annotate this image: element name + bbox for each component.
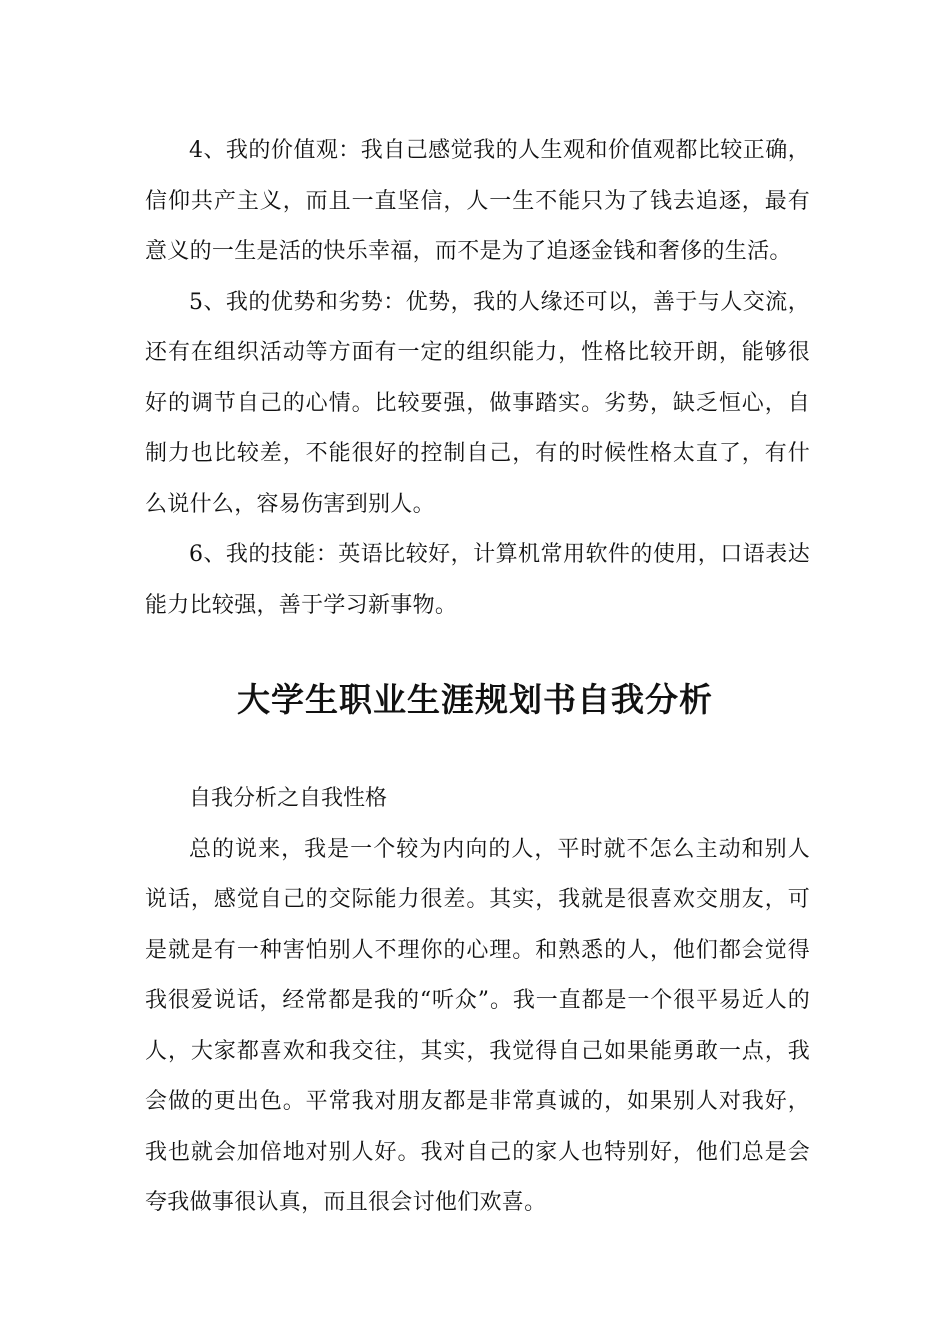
self-analysis-section — [145, 774, 810, 1229]
paragraph-values: 4、我的价值观：我自己感觉我的人生观和价值观都比较正确，信仰共产主义，而且一直坚信，人一生不能只为了钱去追逐，最有意义的一生是活的快乐幸福，而不是为了追逐金钱和奢侈的生活。 — [145, 138, 810, 264]
document-title: 大学生职业生涯规划书自我分析 — [237, 680, 713, 719]
section-subheading: 自我分析之自我性格 — [189, 786, 388, 811]
paragraph-strengths-weaknesses: 5、我的优势和劣势：优势，我的人缘还可以，善于与人交流，还有在组织活动等方面有一定的组织能力，性格比较开朗，能够很好的调节自己的心情。比较要强，做事踏实。劣势，缺乏恒心，自制力也比较差，不能很好的控制自己，有的时候性格太直了，有什么说什么，容易伤害到别人。 — [145, 289, 810, 517]
top-section — [145, 126, 810, 631]
paragraph-skills: 6、我的技能：英语比较好，计算机常用软件的使用，口语表达能力比较强，善于学习新事物。 — [145, 542, 810, 618]
paragraph-personality: 总的说来，我是一个较为内向的人，平时就不怎么主动和别人说话，感觉自己的交际能力很差。其实，我就是很喜欢交朋友，可是就是有一种害怕别人不理你的心理。和熟悉的人，他们都会觉得我很爱说话，经常都是我的“听众”。我一直都是一个很平易近人的人，大家都喜欢和我交往，其实，我觉得自己如果能勇敢一点，我会做的更出色。平常我对朋友都是非常真诚的，如果别人对我好，我也就会加倍地对别人好。我对自己的家人也特别好，他们总是会夸我做事很认真，而且很会讨他们欢喜。 — [145, 836, 810, 1215]
